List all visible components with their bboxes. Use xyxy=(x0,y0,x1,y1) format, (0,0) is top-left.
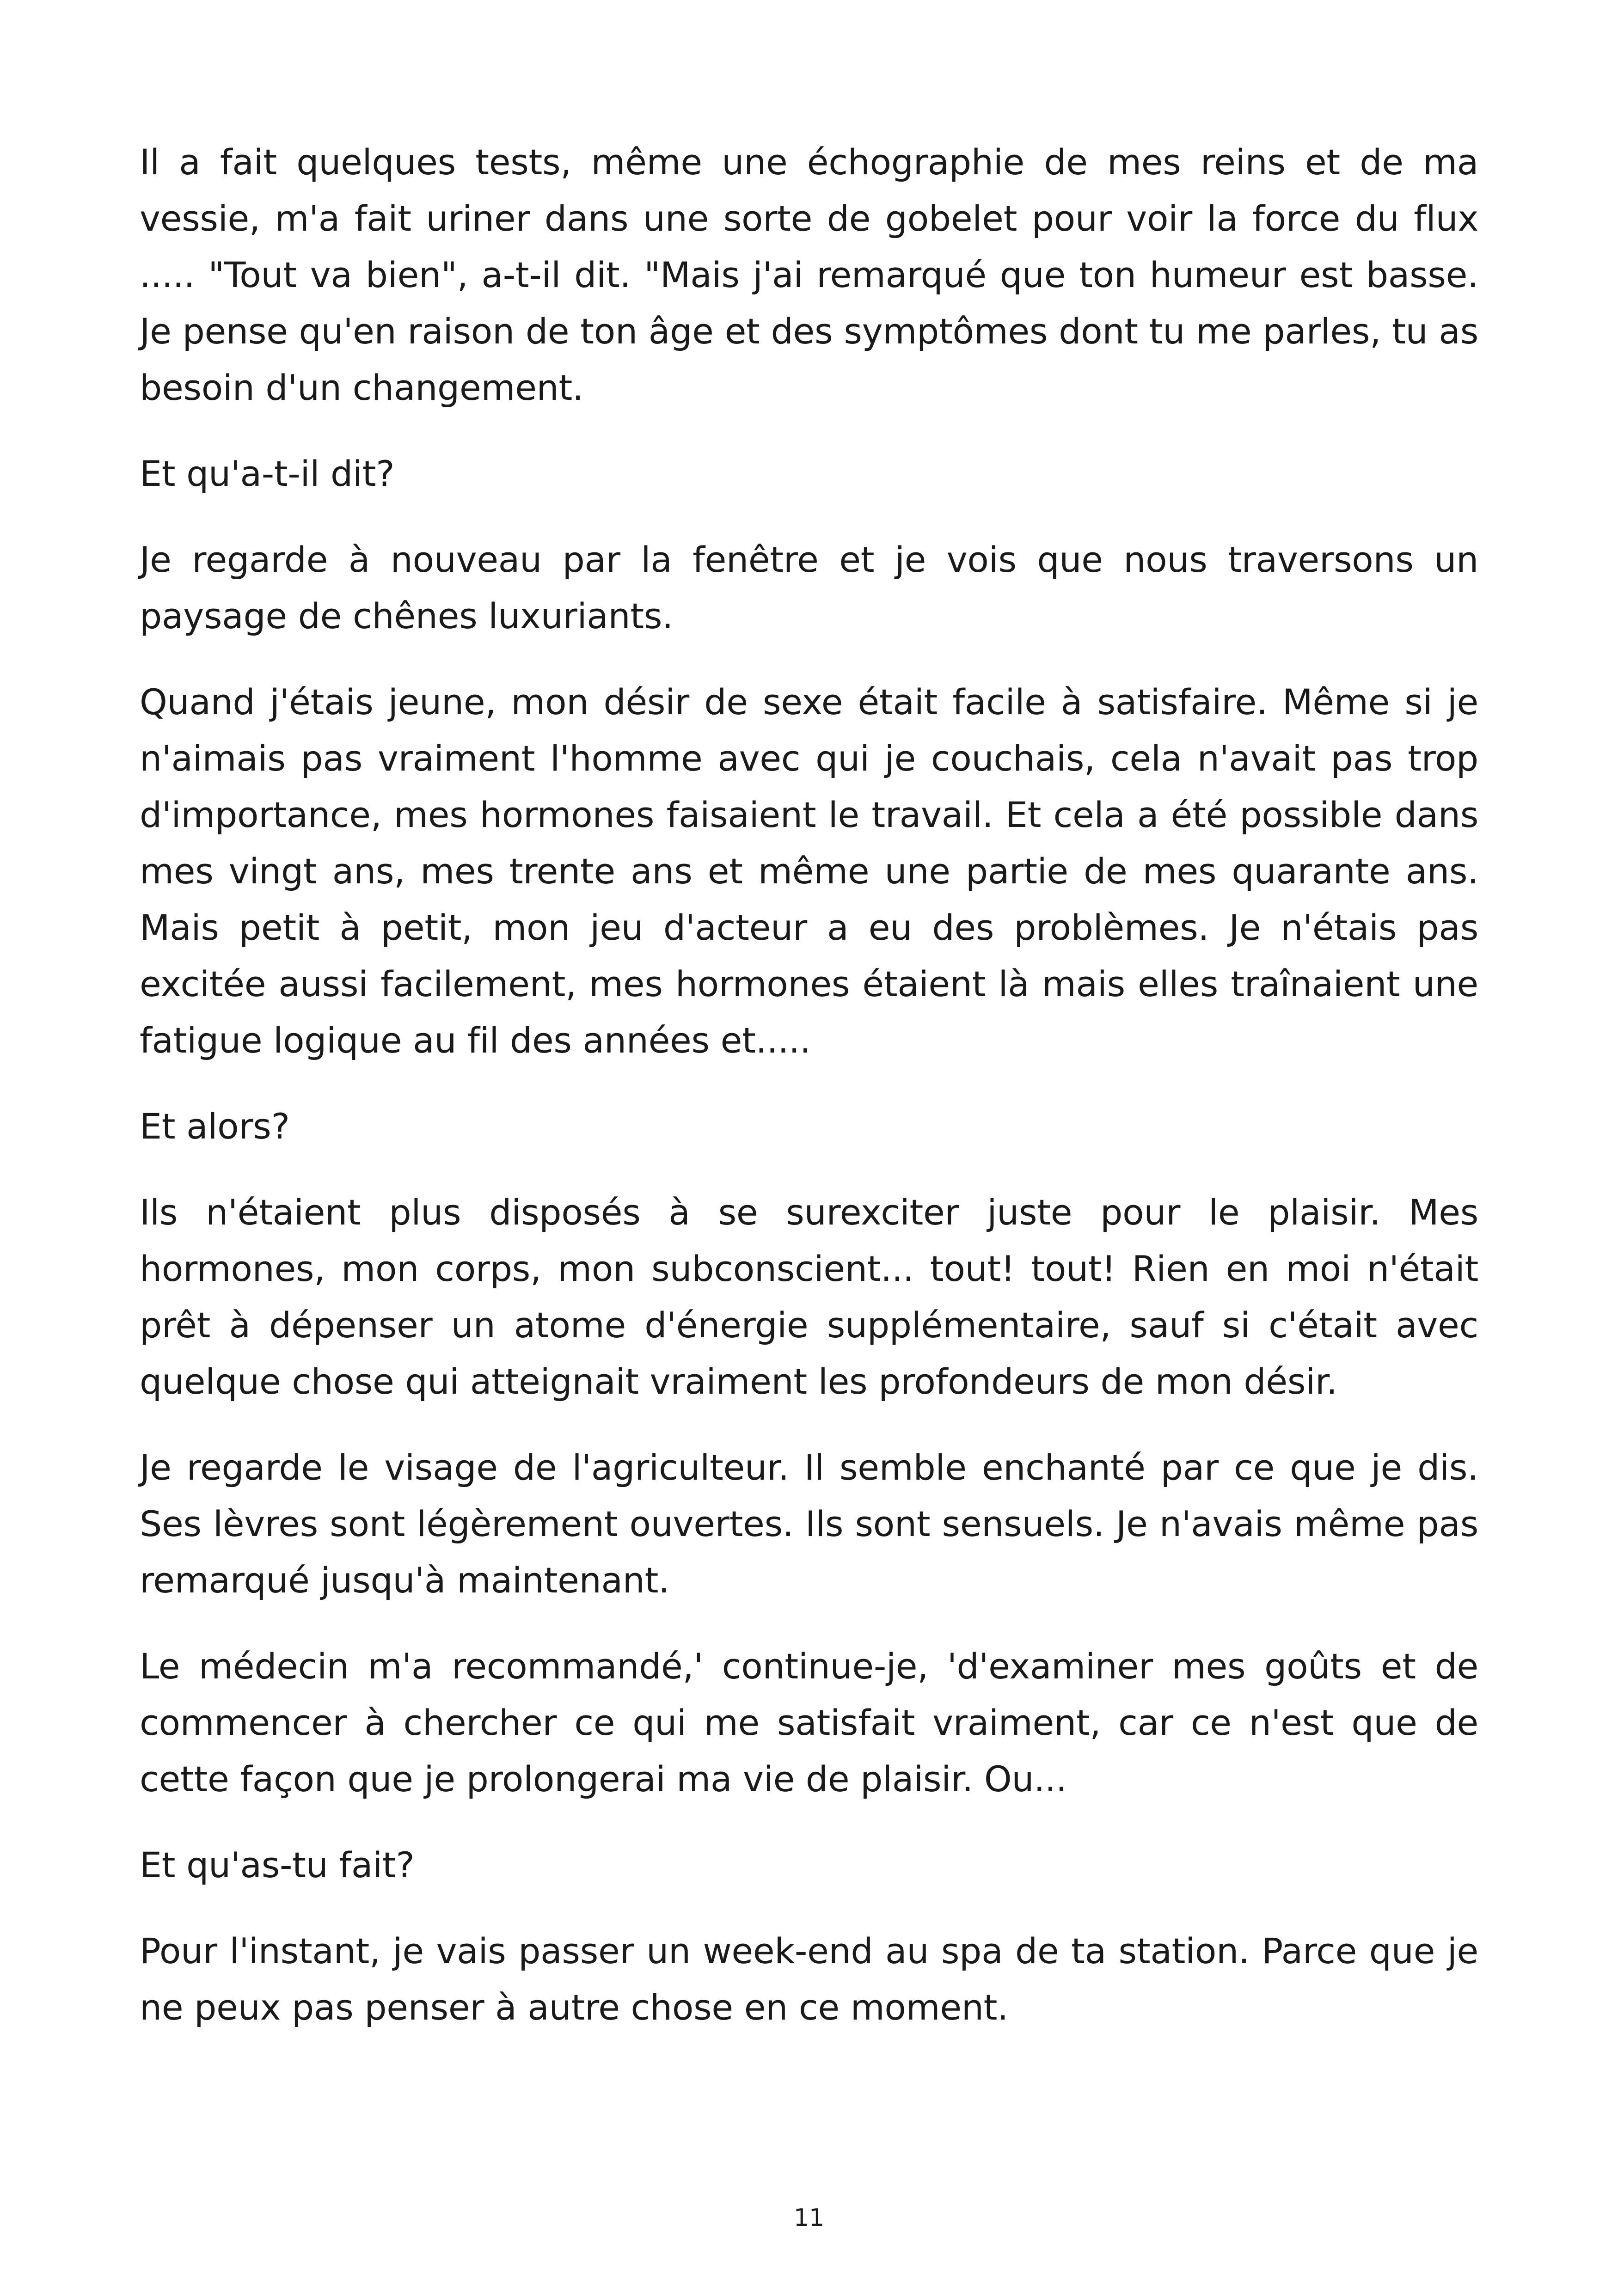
paragraph-9: Et qu'as-tu fait? xyxy=(140,1844,415,1886)
paragraph-8: Le médecin m'a recommandé,' continue-je, 'd'examiner mes goûts et de commencer à chercher ce qui me satisfait vraiment, car ce n'est que de cette façon que je prolongerai ma vie de plaisir. Ou... xyxy=(140,1646,1478,1800)
paragraph-6: Ils n'étaient plus disposés à se surexciter juste pour le plaisir. Mes hormones, mon corps, mon subconscient... tout! tout! Rien en moi n'était prêt à dépenser un atome d'énergie supplémentaire, sauf si c'était avec quelque chose qui atteignait vraiment les profondeurs de mon désir. xyxy=(140,1192,1478,1402)
page-number: 11 xyxy=(793,2204,825,2232)
body-text xyxy=(140,134,1478,2065)
paragraph-2: Et qu'a-t-il dit? xyxy=(140,453,395,494)
paragraph-7: Je regarde le visage de l'agriculteur. Il semble enchanté par ce que je dis. Ses lèvres sont légèrement ouvertes. Ils sont sensuels. Je n'avais même pas remarqué jusqu'à maintenant. xyxy=(140,1447,1478,1601)
paragraph-4: Quand j'étais jeune, mon désir de sexe était facile à satisfaire. Même si je n'aimais pas vraiment l'homme avec qui je couchais, cela n'avait pas trop d'importance, mes hormones faisaient le travail. Et cela a été possible dans mes vingt ans, mes trente ans et même une partie de mes quarante ans. Mais petit à petit, mon jeu d'acteur a eu des problèmes. Je n'étais pas excitée aussi facilement, mes hormones étaient là mais elles traînaient une fatigue logique au fil des années et..... xyxy=(140,681,1478,1061)
paragraph-3: Je regarde à nouveau par la fenêtre et je vois que nous traversons un paysage de chênes luxuriants. xyxy=(140,539,1478,637)
paragraph-10: Pour l'instant, je vais passer un week-end au spa de ta station. Parce que je ne peux pas penser à autre chose en ce moment. xyxy=(140,1930,1478,2028)
paragraph-5: Et alors? xyxy=(140,1106,290,1147)
paragraph-1: Il a fait quelques tests, même une échographie de mes reins et de ma vessie, m'a fait uriner dans une sorte de gobelet pour voir la force du flux ..... "Tout va bien", a-t-il dit. "Mais j'ai remarqué que ton humeur est basse. Je pense qu'en raison de ton âge et des symptômes dont tu me parles, tu as besoin d'un changement. xyxy=(140,141,1478,408)
